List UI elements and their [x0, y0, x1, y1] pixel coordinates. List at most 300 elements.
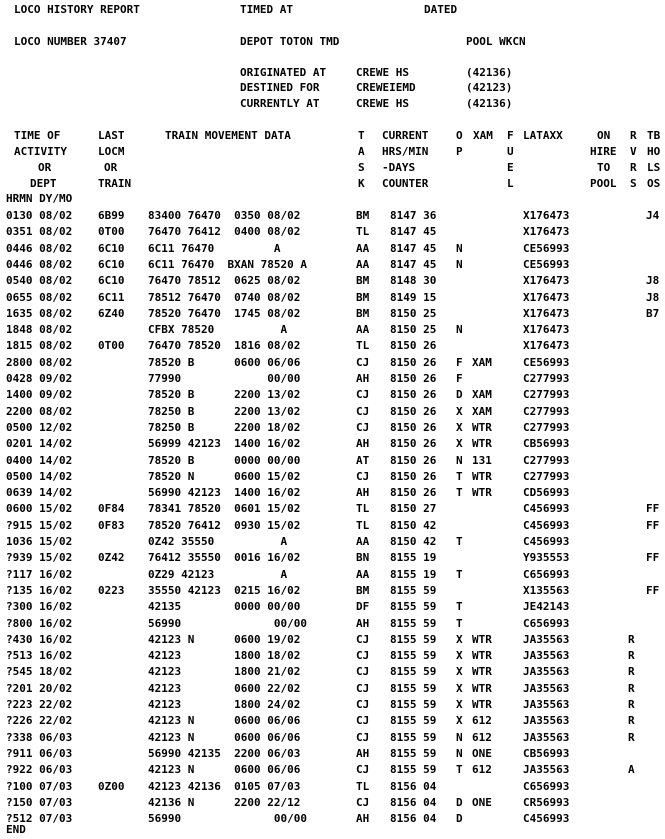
cell-counter: 8148 30: [390, 274, 437, 288]
cell-move: 56999 42123 1400 16/02: [148, 437, 301, 451]
cell-counter: 8150 26: [390, 372, 437, 385]
cell-task: AT: [356, 453, 370, 467]
currently-code: (42136): [466, 97, 513, 110]
table-row: [0, 371, 665, 387]
header-last-4: TRAIN: [98, 177, 132, 190]
cell-counter: 8155 59: [390, 746, 437, 760]
cell-move: 78250 B 2200 18/02: [148, 420, 301, 434]
cell-counter: 8150 42: [390, 535, 437, 548]
table-row: [0, 306, 665, 322]
header-hire-2: HIRE: [590, 145, 617, 158]
cell-counter: 8155 59: [390, 632, 437, 646]
table-row: [0, 518, 665, 534]
cell-counter: 8150 25: [390, 306, 437, 320]
cell-counter: 8155 59: [390, 714, 437, 728]
header-hire-1: ON: [597, 129, 611, 142]
header-fuel-1: F: [507, 129, 514, 142]
table-row: [0, 273, 665, 289]
cell-xam: 131: [472, 453, 492, 467]
cell-time: 2200 08/02: [6, 404, 73, 418]
cell-tb: A: [628, 763, 635, 777]
table-row: [0, 664, 665, 680]
cell-lataxx: C656993: [523, 567, 570, 581]
cell-xam: WTR: [472, 469, 492, 483]
cell-task: AH: [356, 486, 370, 500]
cell-move: 78520 N 0600 15/02: [148, 469, 301, 483]
cell-task: CJ: [356, 681, 370, 695]
header-fuel-3: E: [507, 161, 514, 174]
cell-time: 0446 08/02: [6, 257, 73, 271]
cell-lataxx: CD56993: [523, 486, 570, 500]
cell-time: 1815 08/02: [6, 339, 73, 353]
cell-task: CJ: [356, 714, 370, 728]
cell-lataxx: X176473: [523, 225, 570, 239]
cell-xam: WTR: [472, 698, 492, 711]
cell-time: 0201 14/02: [6, 437, 73, 451]
cell-last: 0F83: [98, 518, 125, 532]
header-current-4: COUNTER: [382, 177, 429, 190]
cell-xam: WTR: [472, 632, 492, 646]
cell-move: 42136 N 2200 22/12: [148, 795, 301, 809]
cell-op: N: [456, 730, 463, 744]
cell-counter: 8147 45: [390, 257, 437, 271]
cell-op: X: [456, 632, 463, 646]
cell-lataxx: JA35563: [523, 714, 570, 728]
table-row: [0, 811, 665, 827]
depot: DEPOT TOTON TMD: [240, 35, 340, 48]
table-row: [0, 567, 665, 583]
cell-op: D: [456, 388, 463, 402]
cell-tb: FF: [646, 502, 660, 516]
cell-time: ?915 15/02: [6, 518, 73, 532]
header-fuel-2: U: [507, 145, 514, 158]
cell-lataxx: CE56993: [523, 241, 570, 255]
header-last-3: OR: [104, 161, 118, 174]
cell-op: T: [456, 486, 463, 500]
cell-lataxx: JA35563: [523, 698, 570, 711]
table-row: [0, 730, 665, 746]
table-row: [0, 469, 665, 485]
cell-task: AA: [356, 257, 370, 271]
cell-time: 0600 15/02: [6, 502, 73, 516]
cell-op: T: [456, 616, 463, 630]
cell-move: 56990 00/00: [148, 616, 307, 630]
cell-time: ?201 20/02: [6, 681, 73, 695]
cell-counter: 8156 04: [390, 812, 437, 826]
table-row: [0, 534, 665, 550]
cell-time: 0446 08/02: [6, 241, 73, 255]
cell-task: TL: [356, 225, 370, 239]
cell-task: AA: [356, 323, 370, 337]
cell-op: T: [456, 535, 463, 548]
cell-tb: J4: [646, 209, 660, 222]
cell-counter: 8150 26: [390, 486, 437, 500]
cell-move: 42123 1800 21/02: [148, 665, 301, 679]
cell-counter: 8155 59: [390, 665, 437, 679]
table-row: [0, 583, 665, 599]
cell-task: AA: [356, 535, 370, 548]
cell-time: ?117 16/02: [6, 567, 73, 581]
cell-counter: 8155 59: [390, 681, 437, 695]
timed-at-label: TIMED AT: [240, 3, 293, 16]
header-op-1: O: [456, 129, 463, 142]
table-row: [0, 453, 665, 469]
table-row: [0, 436, 665, 452]
cell-counter: 8155 59: [390, 698, 437, 711]
cell-lataxx: X135563: [523, 583, 570, 597]
cell-task: AH: [356, 812, 370, 826]
cell-task: BM: [356, 290, 370, 304]
cell-lataxx: CE56993: [523, 355, 570, 369]
cell-last: 6C11: [98, 290, 125, 304]
table-row: [0, 338, 665, 354]
cell-task: TL: [356, 518, 370, 532]
cell-time: 0428 09/02: [6, 372, 73, 385]
cell-time: 0500 12/02: [6, 420, 73, 434]
cell-task: CJ: [356, 632, 370, 646]
table-row: [0, 599, 665, 615]
cell-xam: WTR: [472, 665, 492, 679]
cell-tb: R: [628, 714, 635, 728]
cell-lataxx: C456993: [523, 812, 570, 826]
cell-task: CJ: [356, 404, 370, 418]
cell-counter: 8150 27: [390, 502, 437, 516]
table-row: [0, 632, 665, 648]
cell-time: ?100 07/03: [6, 779, 73, 793]
cell-lataxx: JA35563: [523, 681, 570, 695]
cell-task: AH: [356, 616, 370, 630]
table-row: [0, 550, 665, 566]
cell-xam: ONE: [472, 746, 492, 760]
cell-tb: R: [628, 632, 635, 646]
table-row: [0, 681, 665, 697]
cell-op: D: [456, 795, 463, 809]
cell-time: ?135 16/02: [6, 583, 73, 597]
cell-move: 56990 42123 1400 16/02: [148, 486, 301, 500]
table-row: [0, 355, 665, 371]
cell-move: 42123 1800 18/02: [148, 649, 301, 663]
cell-move: 56990 00/00: [148, 812, 307, 826]
cell-move: 76470 78512 0625 08/02: [148, 274, 301, 288]
originated-label: ORIGINATED AT: [240, 66, 327, 79]
cell-move: 42123 N 0600 19/02: [148, 632, 301, 646]
cell-task: AA: [356, 567, 370, 581]
cell-time: ?226 22/02: [6, 714, 73, 728]
cell-task: BM: [356, 274, 370, 288]
cell-lataxx: JA35563: [523, 763, 570, 777]
cell-task: CJ: [356, 420, 370, 434]
cell-move: 42123 1800 24/02: [148, 698, 301, 711]
cell-counter: 8150 26: [390, 453, 437, 467]
cell-last: 6B99: [98, 209, 125, 222]
cell-lataxx: C456993: [523, 535, 570, 548]
cell-counter: 8155 59: [390, 583, 437, 597]
table-row: [0, 208, 665, 224]
header-last-2: LOCM: [98, 145, 125, 158]
cell-task: AH: [356, 746, 370, 760]
cell-counter: 8150 26: [390, 469, 437, 483]
cell-lataxx: CB56993: [523, 746, 570, 760]
cell-lataxx: JA35563: [523, 665, 570, 679]
end-marker: END: [6, 823, 26, 836]
header-op-2: P: [456, 145, 463, 158]
cell-op: D: [456, 812, 463, 826]
cell-last: 0Z42: [98, 551, 125, 565]
cell-task: BM: [356, 583, 370, 597]
cell-op: T: [456, 567, 463, 581]
cell-lataxx: JA35563: [523, 632, 570, 646]
table-row: [0, 322, 665, 338]
cell-time: ?338 06/03: [6, 730, 73, 744]
cell-xam: 612: [472, 730, 492, 744]
cell-move: 78520 76470 1745 08/02: [148, 306, 301, 320]
table-row: [0, 746, 665, 762]
cell-op: X: [456, 665, 463, 679]
cell-lataxx: C656993: [523, 779, 570, 793]
header-rvrs-1: R: [630, 129, 637, 142]
cell-task: CJ: [356, 388, 370, 402]
cell-lataxx: C277993: [523, 469, 570, 483]
cell-task: CJ: [356, 355, 370, 369]
cell-last: 0Z00: [98, 779, 125, 793]
header-tbho-3: LS: [647, 161, 661, 174]
cell-move: 42135 0000 00/00: [148, 600, 301, 614]
cell-move: CFBX 78520 A: [148, 323, 288, 337]
cell-xam: 612: [472, 763, 492, 777]
cell-move: 0Z42 35550 A: [148, 535, 288, 548]
cell-lataxx: JA35563: [523, 730, 570, 744]
header-lataxx: LATAXX: [523, 129, 563, 142]
cell-op: N: [456, 257, 463, 271]
cell-op: X: [456, 714, 463, 728]
cell-task: CJ: [356, 763, 370, 777]
cell-op: T: [456, 763, 463, 777]
cell-time: ?939 15/02: [6, 551, 73, 565]
cell-tb: R: [628, 730, 635, 744]
header-fuel-4: L: [507, 177, 514, 190]
header-rvrs-4: S: [630, 177, 637, 190]
cell-last: 6C10: [98, 241, 125, 255]
cell-lataxx: C277993: [523, 404, 570, 418]
cell-move: 35550 42123 0215 16/02: [148, 583, 301, 597]
cell-task: AH: [356, 372, 370, 385]
cell-counter: 8150 26: [390, 339, 437, 353]
cell-counter: 8155 59: [390, 649, 437, 663]
header-time-1: TIME OF: [14, 129, 61, 142]
cell-counter: 8147 45: [390, 225, 437, 239]
cell-xam: WTR: [472, 681, 492, 695]
cell-lataxx: C456993: [523, 518, 570, 532]
header-time-2: ACTIVITY: [14, 145, 67, 158]
cell-last: 6C10: [98, 274, 125, 288]
cell-counter: 8149 15: [390, 290, 437, 304]
table-row: [0, 290, 665, 306]
originated-place: CREWE HS: [356, 66, 409, 79]
cell-task: CJ: [356, 730, 370, 744]
dated-label: DATED: [424, 3, 458, 16]
header-rvrs-2: V: [630, 145, 637, 158]
cell-xam: XAM: [472, 355, 492, 369]
cell-counter: 8155 19: [390, 551, 437, 565]
cell-lataxx: C277993: [523, 453, 570, 467]
cell-tb: J8: [646, 290, 660, 304]
cell-op: N: [456, 453, 463, 467]
cell-op: X: [456, 437, 463, 451]
table-row: [0, 404, 665, 420]
cell-time: ?911 06/03: [6, 746, 73, 760]
cell-task: TL: [356, 779, 370, 793]
cell-xam: WTR: [472, 420, 492, 434]
cell-task: CJ: [356, 649, 370, 663]
cell-time: ?223 22/02: [6, 698, 73, 711]
cell-move: 76470 78520 1816 08/02: [148, 339, 301, 353]
pool: POOL WKCN: [466, 35, 526, 48]
cell-counter: 8150 25: [390, 323, 437, 337]
cell-counter: 8150 26: [390, 420, 437, 434]
header-task-4: K: [358, 177, 365, 190]
header-tbho-4: OS: [647, 177, 661, 190]
cell-tb: J8: [646, 274, 660, 288]
originated-code: (42136): [466, 66, 513, 79]
cell-last: 0223: [98, 583, 125, 597]
table-row: [0, 420, 665, 436]
cell-op: X: [456, 681, 463, 695]
cell-move: 42123 N 0600 06/06: [148, 730, 301, 744]
table-row: [0, 616, 665, 632]
report-title: LOCO HISTORY REPORT: [14, 3, 140, 16]
cell-op: T: [456, 600, 463, 614]
cell-lataxx: X176473: [523, 290, 570, 304]
cell-task: CJ: [356, 469, 370, 483]
cell-move: 42123 0600 22/02: [148, 681, 301, 695]
header-time-4: DEPT: [30, 177, 57, 190]
destined-code: (42123): [466, 81, 513, 94]
cell-task: TL: [356, 502, 370, 516]
table-row: [0, 648, 665, 664]
cell-lataxx: Y935553: [523, 551, 570, 565]
cell-move: 78520 B 0600 06/06: [148, 355, 301, 369]
cell-counter: 8147 36: [390, 209, 437, 222]
currently-label: CURRENTLY AT: [240, 97, 320, 110]
cell-tb: FF: [646, 518, 660, 532]
cell-time: 2800 08/02: [6, 355, 73, 369]
cell-op: N: [456, 323, 463, 337]
header-last-1: LAST: [98, 129, 125, 142]
header-current-3: -DAYS: [382, 161, 416, 174]
cell-counter: 8155 59: [390, 730, 437, 744]
table-row: [0, 485, 665, 501]
table-row: [0, 224, 665, 240]
cell-task: TL: [356, 339, 370, 353]
cell-move: 6C11 76470 BXAN 78520 A: [148, 257, 307, 271]
cell-xam: WTR: [472, 649, 492, 663]
cell-tb: R: [628, 698, 635, 711]
cell-task: AH: [356, 437, 370, 451]
cell-xam: WTR: [472, 437, 492, 451]
cell-op: X: [456, 420, 463, 434]
cell-op: X: [456, 698, 463, 711]
cell-task: AA: [356, 241, 370, 255]
loco-number: LOCO NUMBER 37407: [14, 35, 127, 48]
cell-lataxx: X176473: [523, 209, 570, 222]
cell-lataxx: JA35563: [523, 649, 570, 663]
destined-place: CREWEIEMD: [356, 81, 416, 94]
cell-time: ?800 16/02: [6, 616, 73, 630]
cell-last: 0T00: [98, 339, 125, 353]
table-row: [0, 779, 665, 795]
destined-label: DESTINED FOR: [240, 81, 320, 94]
header-task-3: S: [358, 161, 365, 174]
cell-lataxx: C456993: [523, 502, 570, 516]
cell-time: 0130 08/02: [6, 209, 73, 222]
cell-move: 0Z29 42123 A: [148, 567, 288, 581]
header-current-2: HRS/MIN: [382, 145, 429, 158]
cell-time: 0400 14/02: [6, 453, 73, 467]
cell-op: X: [456, 404, 463, 418]
cell-counter: 8150 26: [390, 437, 437, 451]
cell-time: 0540 08/02: [6, 274, 73, 288]
cell-time: 0639 14/02: [6, 486, 73, 500]
cell-time: ?922 06/03: [6, 763, 73, 777]
header-movement: TRAIN MOVEMENT DATA: [165, 129, 291, 142]
currently-place: CREWE HS: [356, 97, 409, 110]
cell-xam: ONE: [472, 795, 492, 809]
cell-op: N: [456, 241, 463, 255]
cell-lataxx: X176473: [523, 306, 570, 320]
cell-time: ?545 18/02: [6, 665, 73, 679]
cell-time: 0351 08/02: [6, 225, 73, 239]
cell-move: 78520 B 0000 00/00: [148, 453, 301, 467]
header-tbho-1: TB: [647, 129, 661, 142]
cell-lataxx: CE56993: [523, 257, 570, 271]
cell-time: 1036 15/02: [6, 535, 73, 548]
cell-tb: FF: [646, 583, 660, 597]
header-task-2: A: [358, 145, 365, 158]
header-tbho-2: HO: [647, 145, 661, 158]
table-row: [0, 387, 665, 403]
table-row: [0, 697, 665, 713]
cell-op: X: [456, 649, 463, 663]
header-time-3: OR: [38, 161, 52, 174]
cell-lataxx: C277993: [523, 372, 570, 385]
header-current-1: CURRENT: [382, 129, 429, 142]
cell-move: 78520 B 2200 13/02: [148, 388, 301, 402]
cell-counter: 8156 04: [390, 795, 437, 809]
cell-xam: XAM: [472, 388, 492, 402]
header-time-5: HRMN DY/MO: [6, 192, 73, 205]
table-row: [0, 795, 665, 811]
cell-lataxx: CR56993: [523, 795, 570, 809]
cell-move: 78341 78520 0601 15/02: [148, 502, 301, 516]
table-row: [0, 713, 665, 729]
cell-counter: 8150 26: [390, 388, 437, 402]
cell-task: BM: [356, 209, 370, 222]
cell-xam: XAM: [472, 404, 492, 418]
cell-lataxx: X176473: [523, 274, 570, 288]
cell-counter: 8156 04: [390, 779, 437, 793]
cell-task: BN: [356, 551, 370, 565]
header-hire-3: TO: [597, 161, 611, 174]
cell-move: 83400 76470 0350 08/02: [148, 209, 301, 222]
cell-move: 56990 42135 2200 06/03: [148, 746, 301, 760]
cell-lataxx: C656993: [523, 616, 570, 630]
cell-time: 1635 08/02: [6, 306, 73, 320]
cell-lataxx: JE42143: [523, 600, 570, 614]
cell-time: ?513 16/02: [6, 649, 73, 663]
cell-counter: 8155 59: [390, 600, 437, 614]
cell-counter: 8150 42: [390, 518, 437, 532]
cell-tb: B7: [646, 306, 660, 320]
